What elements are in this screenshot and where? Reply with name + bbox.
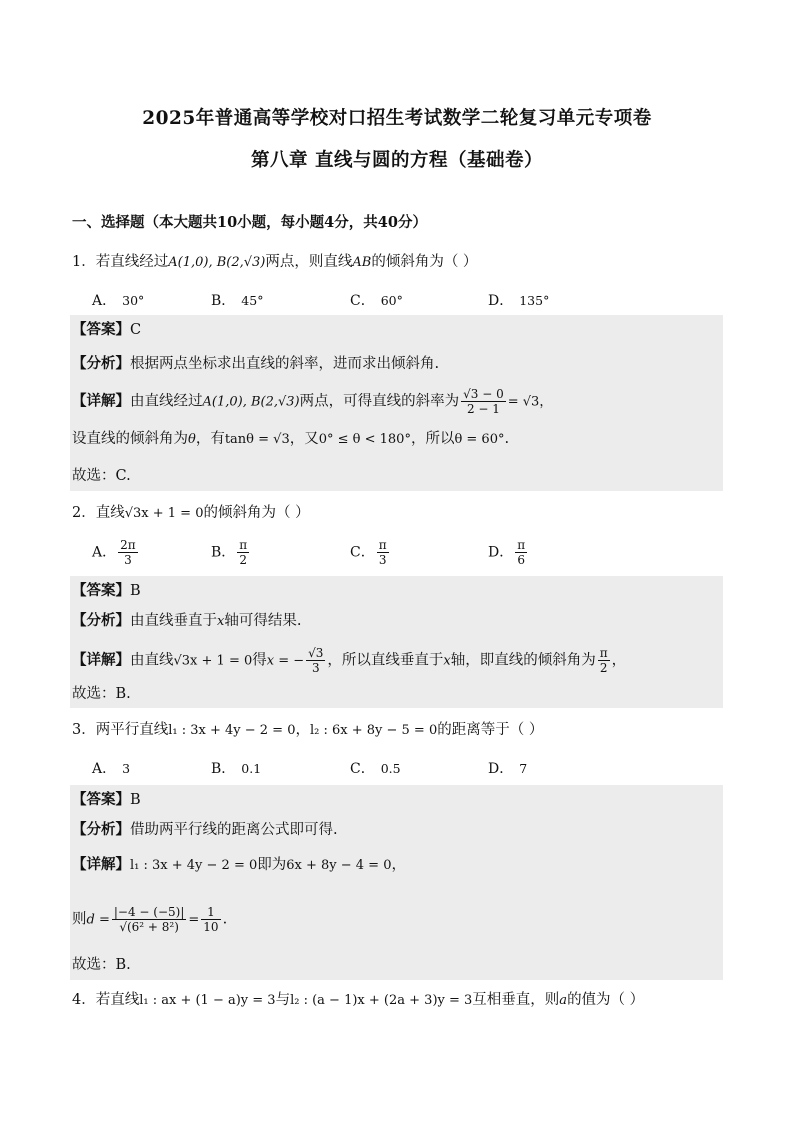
question-3-option-b: B． 0.1 [211, 761, 262, 777]
question-3-analysis: 【分析】借助两平行线的距离公式即可得. [72, 821, 338, 838]
question-2-analysis: 【分析】由直线垂直于x轴可得结果. [72, 612, 302, 629]
question-1-detail-2: 设直线的倾斜角为θ，有tanθ = √3，又0° ≤ θ < 180°，所以θ = 60°. [72, 431, 510, 447]
question-2-option-c: C． $\frac{\pi}{3}$ [350, 538, 387, 567]
question-2-option-d: D． $\frac{\pi}{6}$ [488, 538, 526, 567]
question-1-option-b: B． 45° [211, 293, 264, 309]
question-3-detail: 【详解】l₁ : 3x + 4y − 2 = 0即为6x + 8y − 4 = 0， [72, 856, 406, 873]
question-3-solution-box [70, 785, 723, 980]
question-1-answer: 【答案】C [72, 321, 142, 338]
question-4-stem: 4．若直线l₁ : ax + (1 − a)y = 3与l₂ : (a − 1)x + (2a + 3)y = 3互相垂直，则a的值为（ ） [72, 992, 645, 1008]
question-1-stem: 1．若直线经过A(1,0), B(2,√3)两点，则直线AB的倾斜角为（ ） [72, 254, 478, 270]
question-2-option-a: A． $\frac{2\pi}{3}$ [92, 538, 136, 567]
question-1-choice: 故选：C. [72, 468, 131, 484]
chapter-title: 第八章 直线与圆的方程（基础卷） [251, 150, 543, 171]
question-3-stem: 3．两平行直线l₁ : 3x + 4y − 2 = 0，l₂ : 6x + 8y − 5 = 0的距离等于（ ） [72, 722, 544, 738]
question-3-option-c: C． 0.5 [350, 761, 401, 777]
question-3-choice: 故选：B. [72, 957, 131, 973]
section-heading: 一、选择题（本大题共10小题，每小题4分，共40分） [72, 214, 427, 231]
document-title: 2025年普通高等学校对口招生考试数学二轮复习单元专项卷 [142, 108, 652, 129]
question-1-detail: 【详解】由直线经过A(1,0), B(2,√3)两点，可得直线的斜率为 $\frac{√3 - 0}{2 - 1}$ = √3， [72, 387, 553, 416]
question-2-stem: 2．直线√3x + 1 = 0的倾斜角为（ ） [72, 505, 310, 521]
question-1-option-c: C． 60° [350, 293, 403, 309]
question-2-detail: 【详解】由直线√3x + 1 = 0得x = − $\frac{√3}{3}$ ，所以直线垂直于x轴，即直线的倾斜角为 $\frac{\pi}{2}$ ， [72, 646, 627, 675]
question-3-option-d: D． 7 [488, 761, 528, 777]
question-2-option-b: B． $\frac{\pi}{2}$ [211, 538, 248, 567]
question-1-option-d: D． 135° [488, 293, 550, 309]
slope-fraction: $\frac{√3 - 0}{2 - 1}$ [463, 387, 504, 416]
question-3-answer: 【答案】B [72, 791, 141, 808]
question-3-distance: 则d = $\frac{|-4 - (-5)|}{\text{√(6² + 8²)}}$ = $\frac{1}{10}$ . [72, 905, 228, 934]
question-2-choice: 故选：B. [72, 686, 131, 702]
question-2-solution-box [70, 576, 723, 708]
question-3-option-a: A． 3 [92, 761, 131, 777]
question-1-option-a: A． 30° [92, 293, 145, 309]
question-1-analysis: 【分析】根据两点坐标求出直线的斜率，进而求出倾斜角. [72, 355, 440, 372]
question-2-answer: 【答案】B [72, 582, 141, 599]
